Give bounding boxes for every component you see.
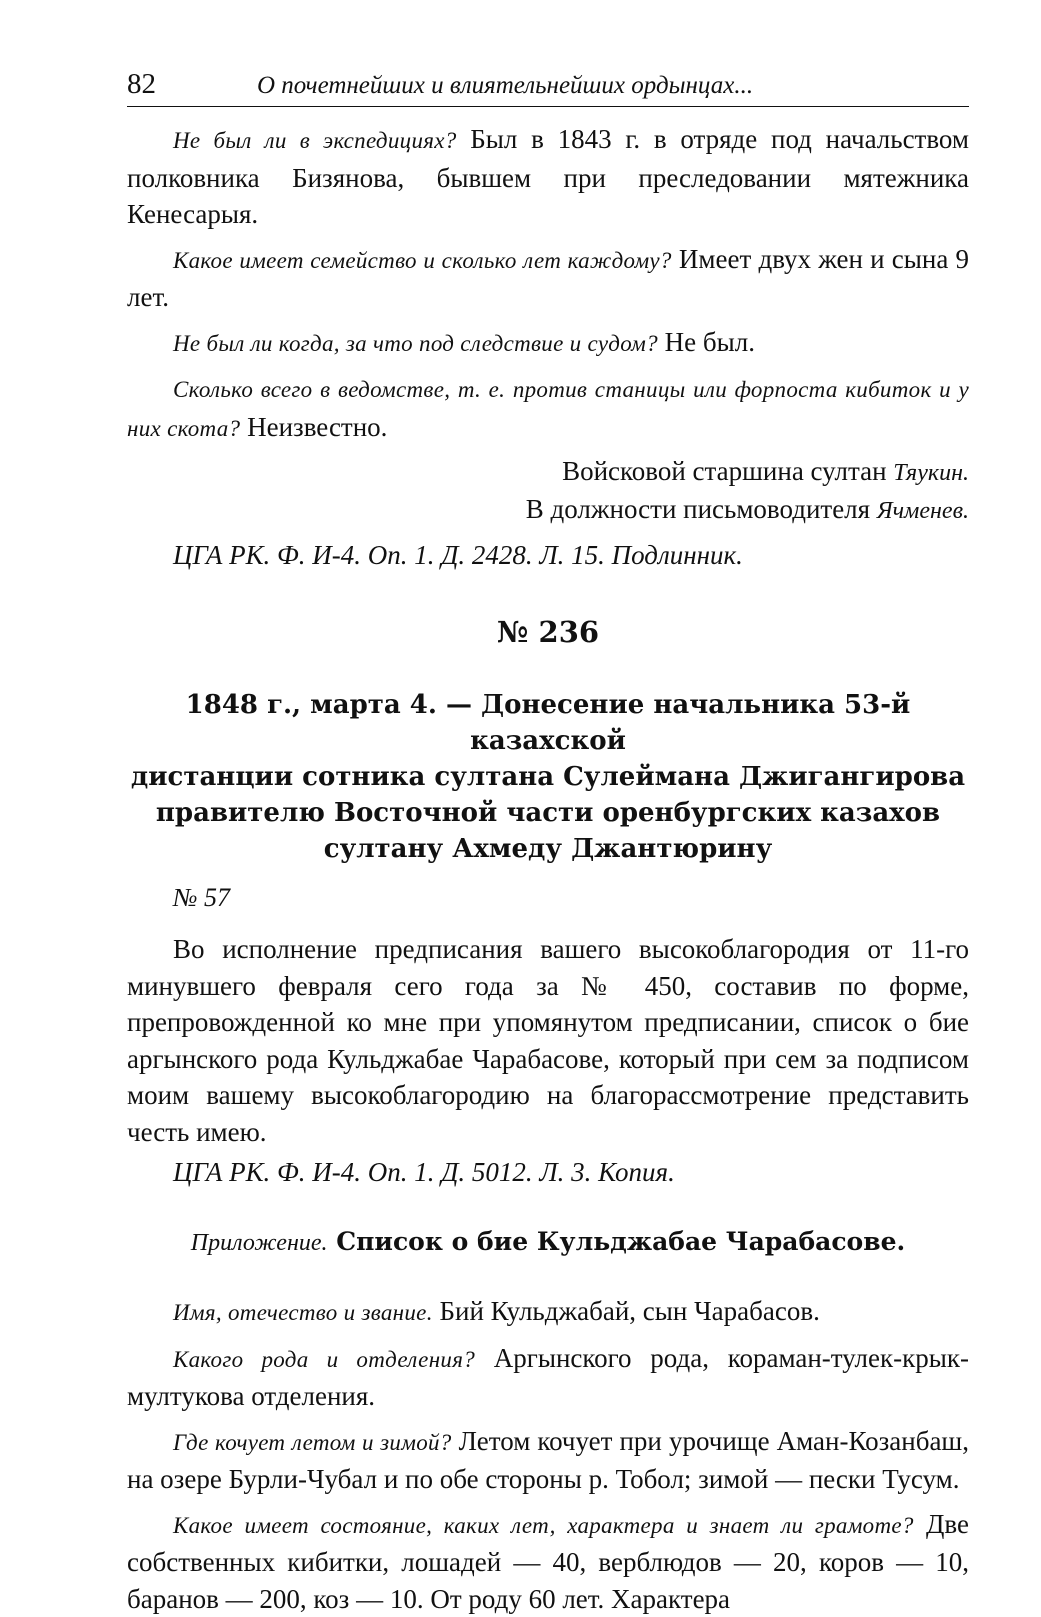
answer: Был в 1843 г. в отряде под начальством полковника Бизянова, бывшем при преследовании мятежника Кенесарыя. xyxy=(127,124,969,229)
document-number: № 236 xyxy=(127,615,969,649)
document-heading xyxy=(127,687,969,867)
qa-family xyxy=(127,241,969,316)
running-title: О почетнейших и влиятельнейших ордынцах... xyxy=(257,72,753,100)
qa-wealth xyxy=(127,1506,969,1617)
qa-trial xyxy=(127,324,969,363)
appendix-label: Приложение. xyxy=(191,1230,328,1256)
answer: Бий Кульджабай, сын Чарабасов. xyxy=(433,1296,820,1326)
answer: Летом кочует при урочище Аман-Козанбаш, на озере Бурли-Чубал и по обе стороны р. Тобол; зимой — пески Тусум. xyxy=(127,1426,969,1495)
heading-line: правителю Восточной части оренбургских казахов xyxy=(127,795,969,831)
question: Не был ли когда, за что под следствие и судом? xyxy=(173,331,658,356)
heading-line: султану Ахмеду Джантюрину xyxy=(127,831,969,867)
qa-clan xyxy=(127,1340,969,1415)
signature-name: Ячменев. xyxy=(877,498,969,524)
answer: Аргынского рода, кораман-тулек-крык-мултукова отделения. xyxy=(127,1343,969,1412)
signature-line: Войсковой старшина султан Тяукин. xyxy=(127,453,969,491)
question: Сколько всего в ведомстве, т. е. против станицы или форпоста кибиток и у них скота? xyxy=(127,377,969,441)
archive-reference: ЦГА РК. Ф. И-4. Оп. 1. Д. 5012. Л. 3. Копия. xyxy=(127,1154,969,1190)
qa-wagons xyxy=(127,370,969,447)
document-page xyxy=(127,68,969,1617)
question: Какое имеет семейство и сколько лет каждому? xyxy=(173,248,672,273)
archive-reference: ЦГА РК. Ф. И-4. Оп. 1. Д. 2428. Л. 15. Подлинник. xyxy=(127,537,969,573)
qa-expeditions xyxy=(127,121,969,233)
outgoing-number: № 57 xyxy=(127,883,969,913)
signature-name: Тяукин. xyxy=(893,460,969,486)
question: Какое имеет состояние, каких лет, характера и знает ли грамоте? xyxy=(173,1513,914,1538)
appendix-title: Список о бие Кульджабае Чарабасове. xyxy=(328,1227,906,1256)
signature-line: В должности письмоводителя Ячменев. xyxy=(127,491,969,529)
answer: Имеет двух жен и сына 9 лет. xyxy=(127,244,969,313)
page-number: 82 xyxy=(127,68,156,101)
heading-line: дистанции сотника султана Сулеймана Джигангирова xyxy=(127,759,969,795)
question: Где кочует летом и зимой? xyxy=(173,1430,452,1455)
qa-name xyxy=(127,1293,969,1332)
running-head xyxy=(127,68,969,107)
answer: Не был. xyxy=(658,327,755,357)
qa-nomad xyxy=(127,1423,969,1498)
appendix-heading xyxy=(127,1226,969,1257)
answer: Две собственных кибитки, лошадей — 40, верблюдов — 20, коров — 10, баранов — 200, коз — 10. От роду 60 лет. Характера xyxy=(127,1509,969,1614)
answer: Неизвестно. xyxy=(240,412,387,442)
report-body: Во исполнение предписания вашего высокоблагородия от 11-го минувшего февраля сего года за № 450, составив по форме, препровожденной ко мне при упомянутом предписании, список о бие аргынского рода Кульджабае Чарабасове, который при сем за подписом моим вашему высокоблагородию на благорассмотрение представить честь имею. xyxy=(127,931,969,1150)
question: Имя, отечество и звание. xyxy=(173,1300,433,1325)
question: Какого рода и отделения? xyxy=(173,1347,475,1372)
heading-line: 1848 г., марта 4. — Донесение начальника 53-й казахской xyxy=(127,687,969,759)
question: Не был ли в экспедициях? xyxy=(173,128,457,153)
